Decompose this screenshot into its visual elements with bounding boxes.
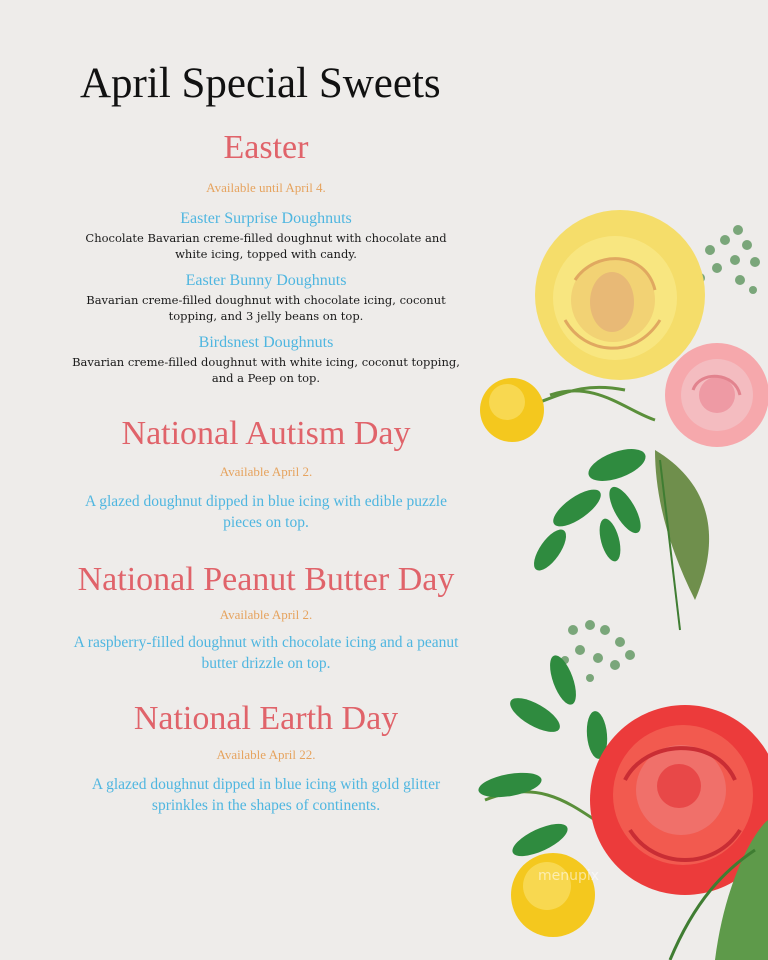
section-heading: National Autism Day (121, 415, 411, 453)
availability-text: Available until April 4. (206, 179, 326, 195)
section-description: A glazed doughnut dipped in blue icing with gold glitter sprinkles in the shapes of continents. (91, 776, 441, 814)
availability-text: Available April 2. (219, 463, 313, 479)
menu-item-description: Bavarian creme-filled doughnut with chocolate icing, coconut topping, and 3 jelly beans on top. (86, 292, 446, 323)
section-easter (60, 130, 472, 386)
page-title: April Special Sweets (80, 60, 441, 107)
menu-item-name: Birdsnest Doughnuts (198, 334, 334, 352)
section-heading: National Peanut Butter Day (77, 560, 455, 598)
menu-item-description: Bavarian creme-filled doughnut with white icing, coconut topping, and a Peep on top. (72, 355, 460, 386)
menu-item-name: Easter Bunny Doughnuts (185, 271, 347, 289)
availability-text: Available April 2. (219, 607, 313, 623)
watermark-text: menupix (538, 868, 600, 884)
section-earth-day (60, 701, 472, 817)
section-description: A glazed doughnut dipped in blue icing with edible puzzle pieces on top. (84, 492, 447, 531)
menu-item-description: Chocolate Bavarian creme-filled doughnut with chocolate and white icing, topped with candy. (85, 230, 447, 261)
availability-text: Available April 22. (216, 747, 316, 762)
flower-illustration (455, 180, 768, 960)
section-peanut-butter-day (60, 562, 472, 676)
section-heading: National Earth Day (133, 700, 399, 738)
menu-item-name: Easter Surprise Doughnuts (180, 209, 352, 227)
section-description: A raspberry-filled doughnut with chocolate icing and a peanut butter drizzle on top. (73, 634, 459, 673)
menu (60, 130, 472, 817)
section-autism-day (60, 416, 472, 534)
section-heading: Easter (223, 129, 309, 166)
